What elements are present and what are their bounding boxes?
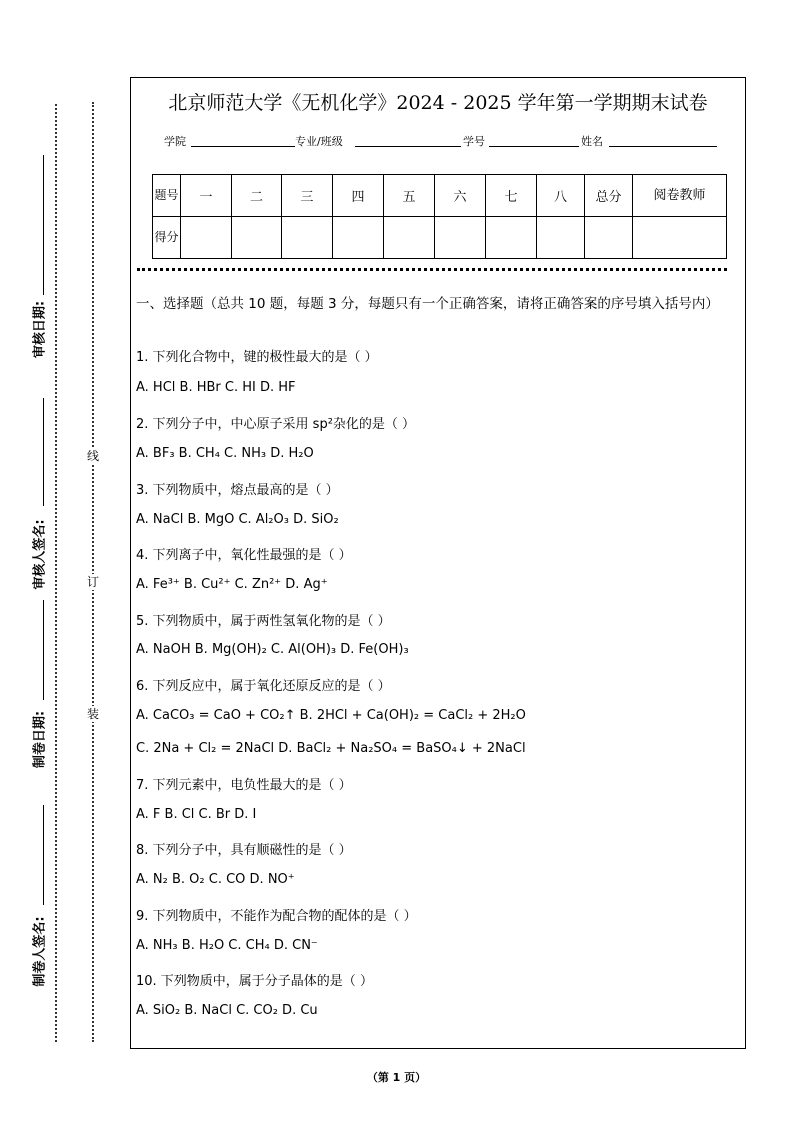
question-9-options: A. NH₃ B. H₂O C. CH₄ D. CN⁻ [136, 938, 318, 953]
score-cell-6[interactable] [435, 217, 486, 259]
question-8: 8. 下列分子中，具有顺磁性的是（ ） [136, 843, 352, 858]
question-1-options: A. HCl B. HBr C. HI D. HF [136, 380, 296, 395]
question-2-options: A. BF₃ B. CH₄ C. NH₃ D. H₂O [136, 446, 314, 461]
student-id-field[interactable] [489, 146, 579, 147]
score-cell-8[interactable] [537, 217, 585, 259]
col-2: 二 [232, 175, 282, 217]
binding-mark-xian: 线 [86, 449, 99, 463]
reviewer-signature-line [43, 398, 44, 506]
binding-dotted-line-outer [55, 104, 57, 1042]
question-3-options: A. NaCl B. MgO C. Al₂O₃ D. SiO₂ [136, 512, 339, 527]
question-6-options-2: C. 2Na + Cl₂ = 2NaCl D. BaCl₂ + Na₂SO₄ = BaSO₄↓ + 2NaCl [136, 741, 526, 756]
col-3: 三 [282, 175, 333, 217]
question-2: 2. 下列分子中，中心原子采用 sp²杂化的是（ ） [136, 417, 416, 432]
question-number-label: 题号 [153, 175, 181, 217]
binding-dotted-line-inner [92, 102, 94, 1042]
binding-mark-ding: 订 [86, 575, 99, 589]
col-1: 一 [181, 175, 232, 217]
student-id-label: 学号 [463, 135, 485, 148]
review-date-label: 审核日期: [32, 300, 48, 359]
maker-signature-line [43, 805, 44, 905]
score-cell-3[interactable] [282, 217, 333, 259]
review-date-line [43, 155, 44, 295]
question-10-options: A. SiO₂ B. NaCl C. CO₂ D. Cu [136, 1003, 318, 1018]
make-date-line [43, 600, 44, 700]
reviewer-signature-label: 审核人签名: [32, 519, 48, 590]
question-10: 10. 下列物质中，属于分子晶体的是（ ） [136, 974, 373, 989]
name-label: 姓名 [581, 135, 603, 148]
col-5: 五 [384, 175, 435, 217]
exam-frame [130, 77, 746, 1049]
score-cell-4[interactable] [333, 217, 384, 259]
score-table [152, 174, 727, 259]
col-8: 八 [537, 175, 585, 217]
college-label: 学院 [164, 135, 186, 148]
question-7-options: A. F B. Cl C. Br D. I [136, 807, 257, 822]
score-cell-grader[interactable] [633, 217, 727, 259]
major-field[interactable] [355, 146, 461, 147]
score-cell-total[interactable] [585, 217, 633, 259]
name-field[interactable] [609, 146, 717, 147]
col-6: 六 [435, 175, 486, 217]
question-4: 4. 下列离子中，氧化性最强的是（ ） [136, 548, 352, 563]
question-8-options: A. N₂ B. O₂ C. CO D. NO⁺ [136, 872, 295, 887]
col-grader: 阅卷教师 [633, 175, 727, 217]
score-cell-5[interactable] [384, 217, 435, 259]
question-6-options: A. CaCO₃ = CaO + CO₂↑ B. 2HCl + Ca(OH)₂ = CaCl₂ + 2H₂O [136, 708, 526, 723]
question-4-options: A. Fe³⁺ B. Cu²⁺ C. Zn²⁺ D. Ag⁺ [136, 577, 328, 592]
make-date-label: 制卷日期: [32, 710, 48, 769]
question-5-options: A. NaOH B. Mg(OH)₂ C. Al(OH)₃ D. Fe(OH)₃ [136, 642, 409, 657]
college-field[interactable] [191, 146, 295, 147]
question-1: 1. 下列化合物中，键的极性最大的是（ ） [136, 350, 378, 365]
exam-title: 北京师范大学《无机化学》2024 - 2025 学年第一学期期末试卷 [168, 92, 708, 114]
major-label: 专业/班级 [295, 135, 343, 148]
maker-signature-label: 制卷人签名: [32, 916, 48, 987]
col-7: 七 [486, 175, 537, 217]
question-6: 6. 下列反应中，属于氧化还原反应的是（ ） [136, 679, 391, 694]
col-4: 四 [333, 175, 384, 217]
score-table-header-row [153, 175, 727, 217]
question-7: 7. 下列元素中，电负性最大的是（ ） [136, 778, 352, 793]
section-separator [137, 268, 727, 271]
page-number: （第 1 页） [366, 1071, 427, 1084]
question-5: 5. 下列物质中，属于两性氢氧化物的是（ ） [136, 614, 391, 629]
question-3: 3. 下列物质中，熔点最高的是（ ） [136, 483, 339, 498]
section-intro: 一、选择题（总共 10 题，每题 3 分，每题只有一个正确答案，请将正确答案的序号填入括号内） [136, 296, 719, 312]
binding-mark-zhuang: 装 [86, 707, 99, 721]
score-cell-1[interactable] [181, 217, 232, 259]
question-9: 9. 下列物质中，不能作为配合物的配体的是（ ） [136, 909, 417, 924]
score-cell-2[interactable] [232, 217, 282, 259]
score-cell-7[interactable] [486, 217, 537, 259]
score-label: 得分 [153, 217, 181, 259]
col-total: 总分 [585, 175, 633, 217]
score-table-score-row [153, 217, 727, 259]
